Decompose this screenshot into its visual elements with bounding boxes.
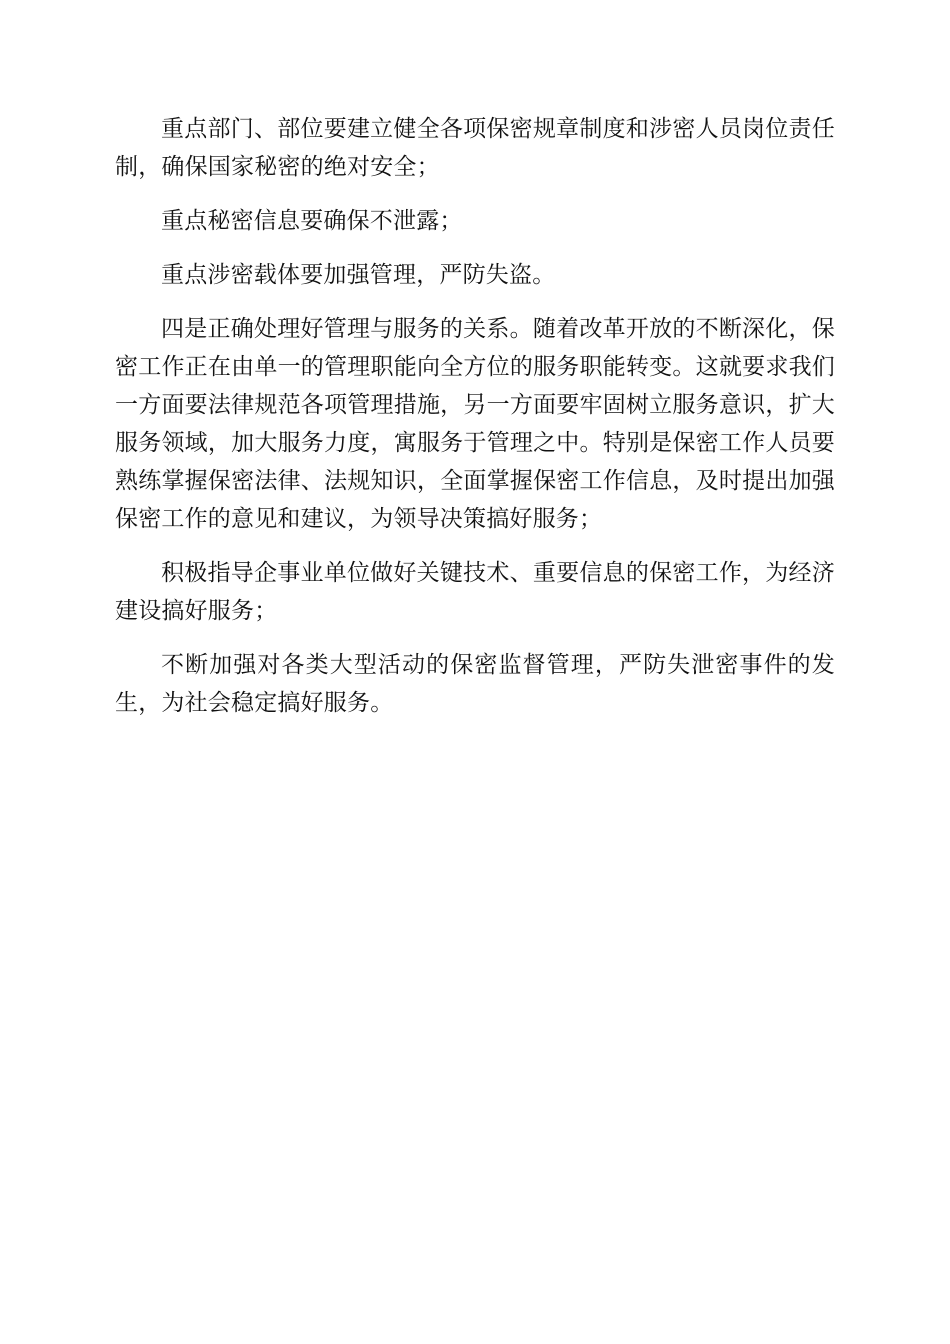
document-body xyxy=(115,110,835,738)
paragraph-management-and-service: 四是正确处理好管理与服务的关系。随着改革开放的不断深化，保密工作正在由单一的管理职能向全方位的服务职能转变。这就要求我们一方面要法律规范各项管理措施，另一方面要牢固树立服务意识，扩大服务领域，加大服务力度，寓服务于管理之中。特别是保密工作人员要熟练掌握保密法律、法规知识，全面掌握保密工作信息，及时提出加强保密工作的意见和建议，为领导决策搞好服务； xyxy=(115,316,835,532)
paragraph-key-information: 重点秘密信息要确保不泄露； xyxy=(161,208,463,234)
paragraph-social-stability-service: 不断加强对各类大型活动的保密监督管理，严防失泄密事件的发生，为社会稳定搞好服务。 xyxy=(115,652,835,716)
paragraph-economic-service: 积极指导企事业单位做好关键技术、重要信息的保密工作，为经济建设搞好服务； xyxy=(115,560,835,624)
paragraph-key-departments: 重点部门、部位要建立健全各项保密规章制度和涉密人员岗位责任制，确保国家秘密的绝对安全； xyxy=(115,116,835,180)
paragraph-key-carriers: 重点涉密载体要加强管理，严防失盗。 xyxy=(161,262,556,288)
